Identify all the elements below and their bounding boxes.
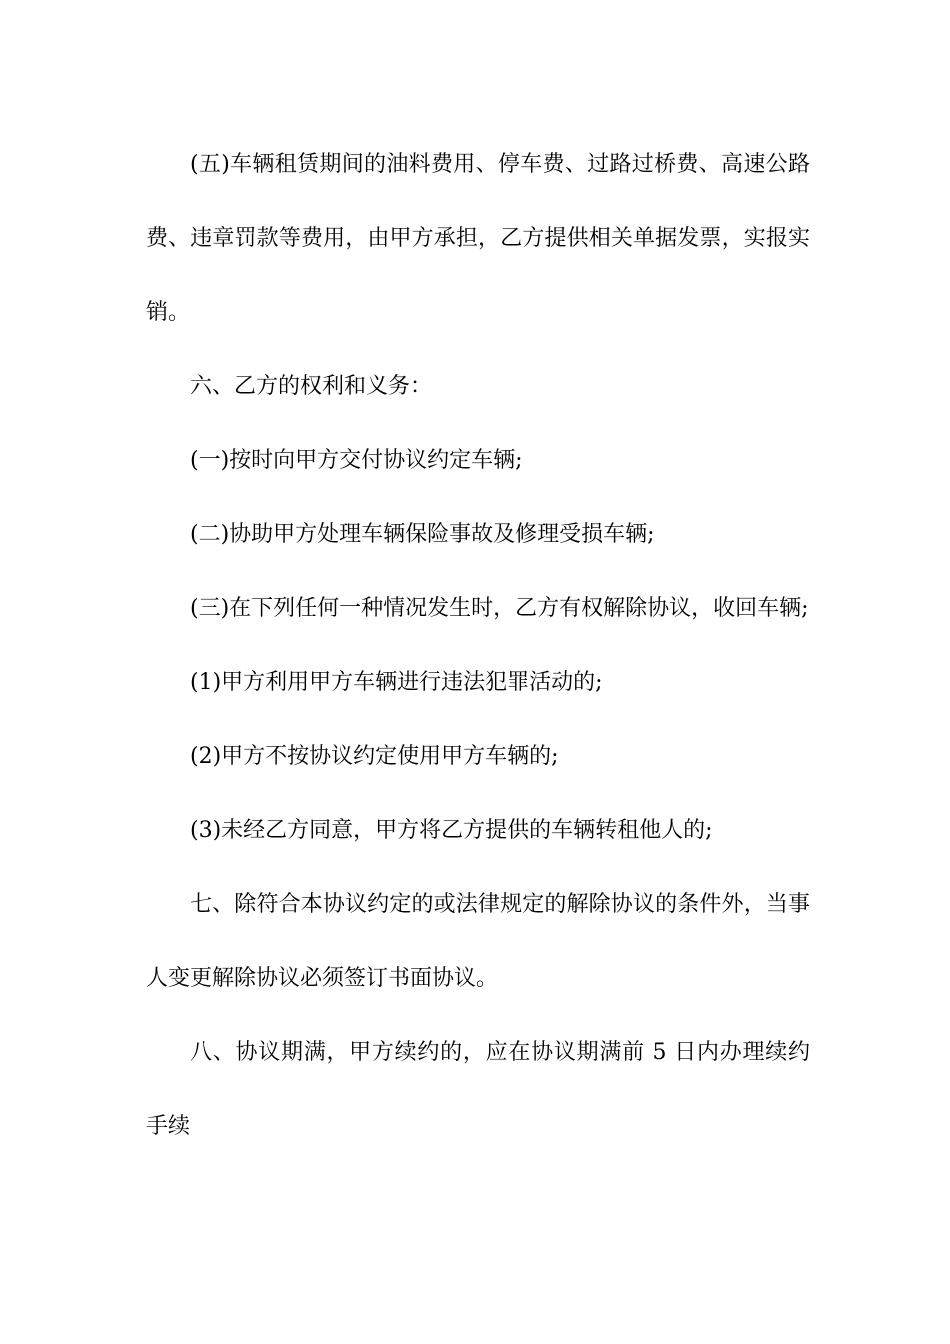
document-body (146, 128, 810, 1164)
paragraph-subitem-3: (3)未经乙方同意，甲方将乙方提供的车辆转租他人的; (190, 818, 713, 843)
paragraph-subitem-2: (2)甲方不按协议约定使用甲方车辆的; (190, 744, 559, 769)
heading-section-six: 六、乙方的权利和义务： (190, 374, 433, 399)
paragraph-item-one: (一)按时向甲方交付协议约定车辆; (190, 448, 523, 473)
paragraph-item-two: (二)协助甲方处理车辆保险事故及修理受损车辆; (190, 522, 655, 547)
paragraph-item-three: (三)在下列任何一种情况发生时，乙方有权解除协议，收回车辆; (190, 596, 809, 621)
paragraph-subitem-1: (1)甲方利用甲方车辆进行违法犯罪活动的; (190, 670, 603, 695)
heading-section-seven: 七、除符合本协议约定的或法律规定的解除协议的条件外，当事人变更解除协议必须签订书面协议。 (146, 892, 810, 991)
heading-section-eight: 八、协议期满，甲方续约的，应在协议期满前 5 日内办理续约手续 (146, 1040, 810, 1139)
paragraph-fees: (五)车辆租赁期间的油料费用、停车费、过路过桥费、高速公路费、违章罚款等费用，由甲方承担，乙方提供相关单据发票，实报实销。 (146, 152, 810, 325)
